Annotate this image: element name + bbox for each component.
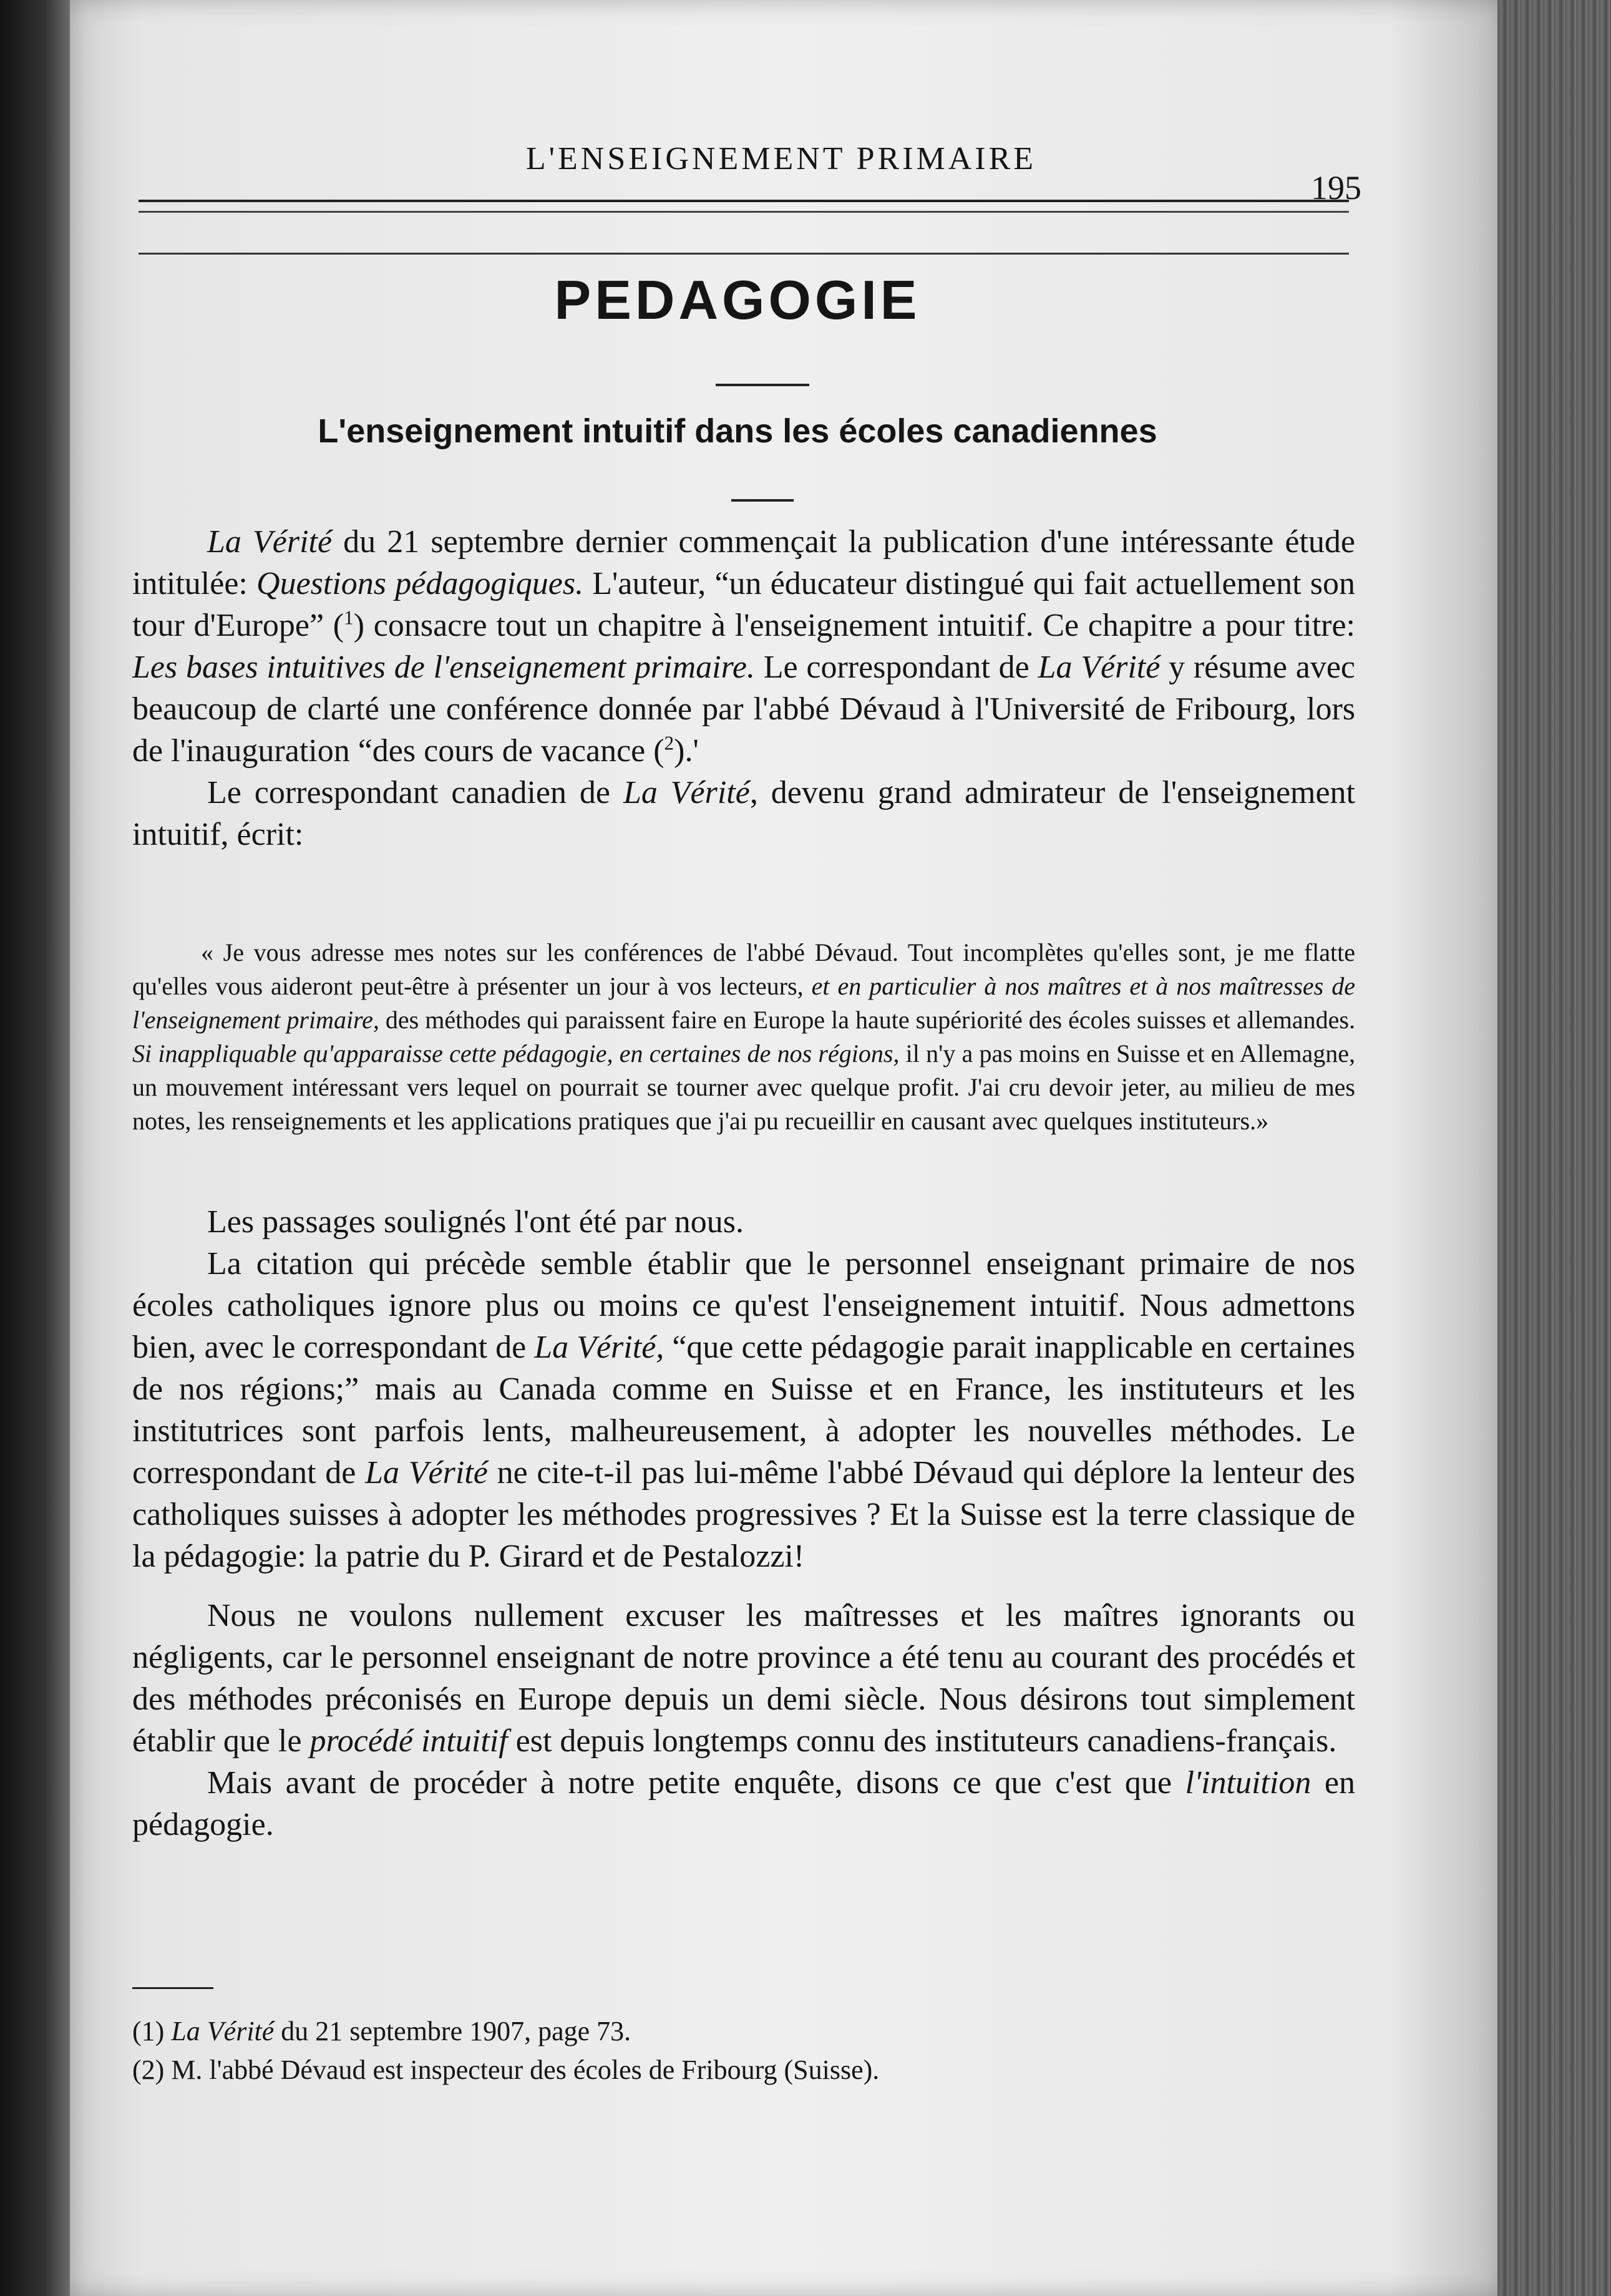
footnotes — [132, 2012, 1355, 2089]
journal-title: La Vérité — [365, 1455, 488, 1491]
journal-title: La Vérité — [623, 775, 750, 810]
footnote-text: du 21 septembre 1907, page 73. — [274, 2016, 631, 2046]
journal-title: La Vérité, — [534, 1330, 664, 1365]
paragraph-6 — [132, 1762, 1355, 1846]
footnote-rule — [132, 1987, 213, 1989]
text-run: des méthodes qui paraissent faire en Europe la haute supériorité des écoles suisses et allemandes. — [379, 1006, 1355, 1034]
text-run: « Je vous adresse mes notes sur les conférences de l'abbé Dévaud. Tout incomplètes qu'elles sont, je me flatte qu'elles vous aideront peut-être à présenter un jour à vos lecteurs, — [132, 938, 1355, 1000]
text-run: en pédagogie. — [132, 1765, 1355, 1842]
book-page — [70, 0, 1505, 2296]
article-title: L'enseignement intuitif dans les écoles canadiennes — [318, 412, 1157, 450]
paragraph-1 — [132, 521, 1355, 772]
block-quote — [132, 936, 1355, 1138]
section-title: PEDAGOGIE — [554, 269, 921, 331]
text-run: L'auteur, “un éducateur distingué qui fait actuellement son tour d'Europe” ( — [132, 566, 1356, 643]
title-separator-rule — [716, 384, 809, 386]
header-thin-rule — [139, 253, 1349, 255]
scan-left-edge — [0, 0, 75, 2296]
text-run: Le correspondant canadien de — [207, 775, 623, 810]
text-run: , devenu grand admirateur de l'enseignement intuitif, écrit: — [132, 775, 1356, 852]
underlined-passage: et en particulier à nos maîtres et à nos maîtresses de l'enseignement primaire, — [132, 972, 1355, 1034]
text-run: Mais avant de procéder à notre petite enquête, disons ce que c'est que — [207, 1765, 1185, 1801]
quote-paragraph — [132, 936, 1355, 1138]
work-title: Questions pédagogiques. — [256, 566, 584, 601]
journal-title: La Vérité — [1038, 649, 1161, 685]
footnote-text: M. l'abbé Dévaud est inspecteur des écoles de Fribourg (Suisse). — [164, 2055, 880, 2085]
header-double-rule — [139, 200, 1349, 213]
running-title: L'ENSEIGNEMENT PRIMAIRE — [525, 141, 1037, 177]
journal-title: La Vérité — [171, 2016, 275, 2046]
paragraph-5 — [132, 1595, 1355, 1762]
text-run: du 21 septembre dernier commençait la publication d'une intéressante étude intitulée: — [132, 524, 1355, 601]
article-body-top — [132, 521, 1355, 855]
page-number: 195 — [1311, 169, 1361, 207]
footnote-ref-1: 1 — [344, 606, 354, 629]
text-run: ne cite-t-il pas lui-même l'abbé Dévaud qui déplore la lenteur des catholiques suisses à adopter les méthodes progressives ? Et la Suisse est la terre classique de la pédagogie: la patrie du P. Girard et de Pestalozzi! — [132, 1455, 1355, 1574]
article-separator-rule — [731, 499, 794, 502]
footnote-1 — [132, 2012, 1355, 2051]
book-binding-edge — [1497, 0, 1611, 2296]
chapter-title: Les bases intuitives de l'enseignement primaire. — [132, 649, 755, 685]
footnote-mark: (2) — [132, 2055, 165, 2085]
paragraph-4 — [132, 1243, 1355, 1577]
page-content — [114, 0, 1361, 2296]
footnote-ref-2: 2 — [664, 732, 674, 754]
running-header — [114, 140, 1361, 177]
text-run: La citation qui précède semble établir que le personnel enseignant primaire de nos écoles catholiques ignore plus ou moins ce qu'est l'enseignement intuitif. Nous admettons bien, avec le correspondant de — [132, 1246, 1355, 1365]
emphasized-term: l'intuition — [1185, 1765, 1312, 1801]
text-run: Nous ne voulons nullement excuser les maîtresses et les maîtres ignorants ou négligents, car le personnel enseignant de notre province a été tenu au courant des procédés et des méthodes préconisés en Europe depuis un demi siècle. Nous désirons tout simplement établir que le — [132, 1598, 1355, 1759]
underlined-passage: Si inappliquable qu'apparaisse cette pédagogie, en certaines de nos régions, — [132, 1039, 900, 1068]
text-run: y résume avec beaucoup de clarté une conférence donnée par l'abbé Dévaud à l'Université de Fribourg, lors de l'inauguration “des cours de vacance ( — [132, 649, 1355, 769]
footnote-2 — [132, 2051, 1355, 2089]
footnote-mark: (1) — [132, 2016, 165, 2046]
text-run: est depuis longtemps connu des instituteurs canadiens-français. — [507, 1723, 1337, 1759]
text-run: “que cette pédagogie parait inapplicable en certaines de nos régions;” mais au Canada comme en Suisse et en France, les instituteurs et les institutrices sont parfois lents, malheureusement, à adopter les nouvelles méthodes. Le correspondant de — [132, 1330, 1356, 1491]
text-run: Le correspondant de — [754, 649, 1038, 685]
paragraph-2 — [132, 772, 1355, 855]
emphasized-term: procédé intuitif — [309, 1723, 508, 1759]
article-body-bottom — [132, 1201, 1355, 1846]
journal-title: La Vérité — [207, 524, 333, 560]
text-run: il n'y a pas moins en Suisse et en Allemagne, un mouvement intéressant vers lequel on pourrait se tourner avec quelque profit. J'ai cru devoir jeter, au milieu de mes notes, les renseignements et les applications pratiques que j'ai pu recueillir en causant avec quelques instituteurs.» — [132, 1039, 1356, 1135]
text-run: ).' — [674, 733, 699, 769]
text-run: ) consacre tout un chapitre à l'enseignement intuitif. Ce chapitre a pour titre: — [353, 608, 1355, 643]
paragraph-3: Les passages soulignés l'ont été par nous. — [207, 1204, 744, 1240]
